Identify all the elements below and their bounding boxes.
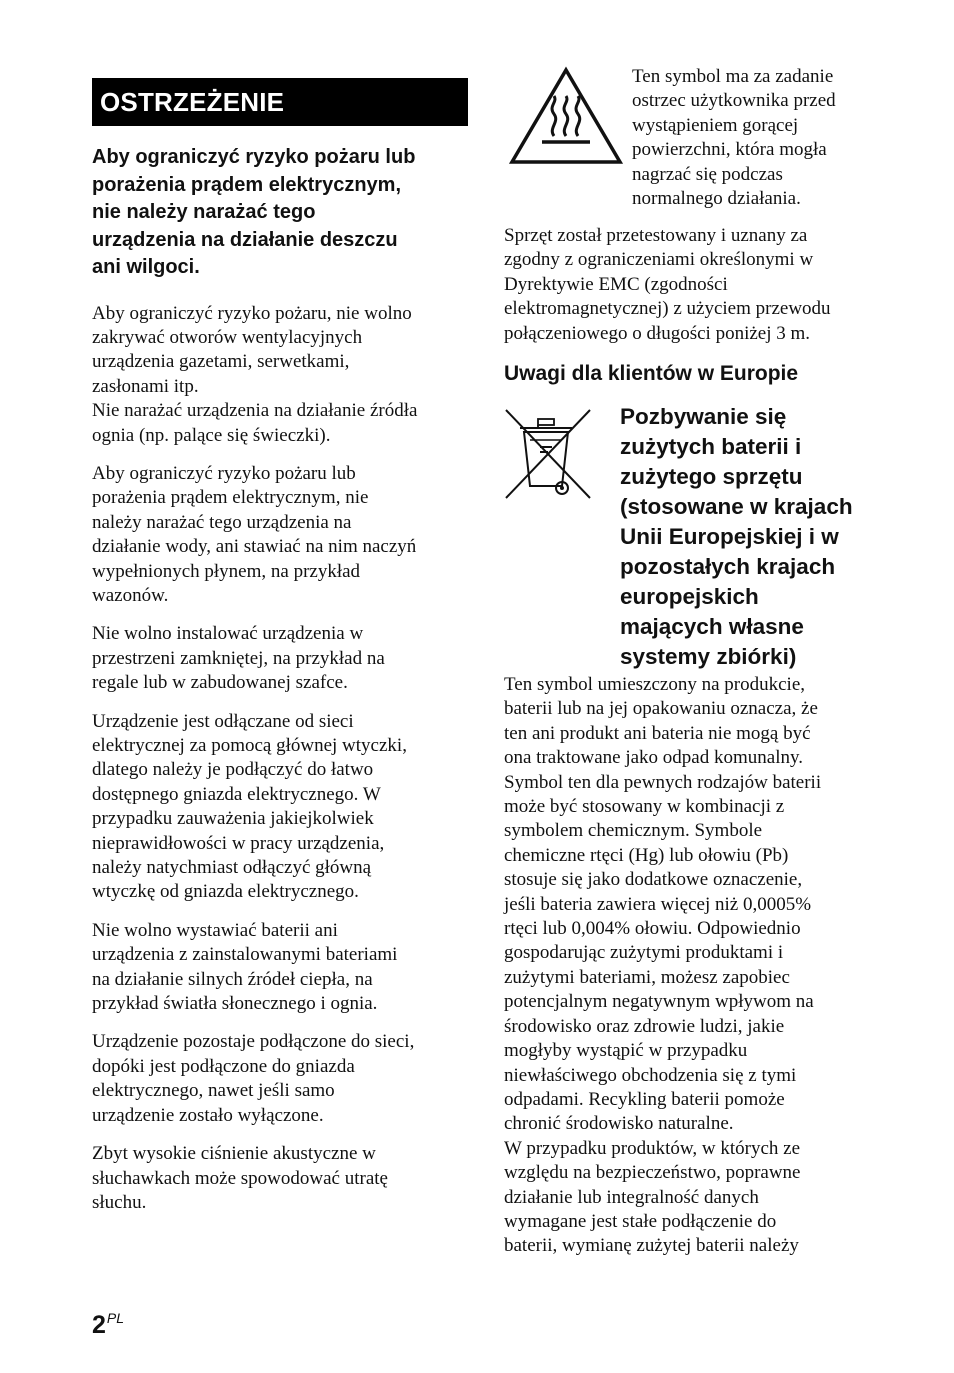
emc-text-line: Dyrektywie EMC (zgodności — [504, 273, 728, 295]
paragraph-line: elektrycznej za pomocą głównej wtyczki, — [92, 735, 407, 756]
disposal-title-line: europejskich — [620, 584, 759, 609]
hot-surface-text-line: normalnego działania. — [632, 188, 801, 210]
warning-lead-line: porażenia prądem elektrycznym, — [92, 173, 402, 196]
paragraph-line: wypełnionych płynem, na przykład — [92, 560, 361, 582]
warning-lead-line: ani wilgoci. — [92, 256, 200, 278]
warning-paragraph — [92, 710, 468, 905]
paragraph-line: elektrycznego, nawet jeśli samo — [92, 1080, 335, 1102]
hot-surface-text-line: ostrzec użytkownika przed — [632, 90, 836, 112]
paragraph-line: słuchu. — [92, 1191, 147, 1213]
disposal-body-line: może być stosowany w kombinacji z — [504, 796, 785, 818]
paragraph-line: wazonów. — [92, 584, 169, 606]
disposal-body-line: względu na bezpieczeństwo, poprawne — [504, 1162, 801, 1184]
disposal-title-line: mających własne — [620, 614, 804, 639]
disposal-body-line: niewłaściwego obchodzenia się z tymi — [504, 1064, 797, 1086]
page-number — [92, 1310, 124, 1340]
warning-paragraph — [92, 1142, 468, 1215]
paragraph-line: urządzenie zostało wyłączone. — [92, 1104, 324, 1126]
disposal-title-line: zużytego sprzętu — [620, 464, 803, 489]
paragraph-line: nieprawidłowości w pracy urządzenia, — [92, 832, 385, 854]
paragraph-line: na działanie silnych źródeł ciepła, na — [92, 968, 373, 990]
disposal-body-line: baterii lub na jej opakowaniu oznacza, że — [504, 698, 818, 720]
paragraph-line: należy narażać tego urządzenia na — [92, 511, 352, 533]
emc-text-line: Sprzęt został przetestowany i uznany za — [504, 225, 808, 246]
warning-paragraph — [92, 1030, 468, 1128]
disposal-title-line: zużytych baterii i — [620, 434, 802, 459]
warning-lead-line: nie należy narażać tego — [92, 201, 316, 223]
disposal-body-line: wymagane jest stałe podłączenie do — [504, 1210, 777, 1232]
disposal-body-line: ona traktowane jako odpad komunalny. — [504, 747, 803, 769]
paragraph-line: Nie narażać urządzenia na działanie źródła — [92, 400, 418, 422]
paragraph-line: dlatego należy je podłączyć do łatwo — [92, 759, 374, 781]
disposal-body-line: działanie lub integralność danych — [504, 1186, 759, 1208]
disposal-body-line: baterii, wymianę zużytej baterii należy — [504, 1235, 799, 1257]
paragraph-line: Zbyt wysokie ciśnienie akustyczne w — [92, 1143, 376, 1165]
hot-surface-text-line: powierzchni, która mogła — [632, 139, 827, 161]
paragraph-line: porażenia prądem elektrycznym, nie — [92, 487, 369, 509]
right-column — [504, 62, 880, 1257]
paragraph-line: Nie wolno instalować urządzenia w — [92, 623, 364, 645]
disposal-body-line: gospodarując zużytymi produktami i — [504, 942, 784, 964]
disposal-body-line: jeśli bateria zawiera więcej niż 0,0005% — [504, 893, 812, 915]
emc-text-line: zgodny z ograniczeniami określonymi w — [504, 249, 814, 271]
disposal-title-line: (stosowane w krajach — [620, 494, 853, 519]
disposal-title — [620, 402, 853, 672]
warning-lead — [92, 144, 468, 282]
disposal-body-line: środowisko oraz zdrowie ludzi, jakie — [504, 1015, 785, 1037]
disposal-title-line: pozostałych krajach — [620, 554, 836, 579]
paragraph-line: wtyczkę od gniazda elektrycznego. — [92, 881, 359, 903]
paragraph-line: zakrywać otworów wentylacyjnych — [92, 326, 363, 348]
hot-surface-text-line: Ten symbol ma za zadanie — [632, 66, 834, 87]
left-column — [92, 78, 468, 1215]
disposal-body-line: potencjalnym negatywnym wpływom na — [504, 991, 814, 1013]
hot-surface-text-line: nagrzać się podczas — [632, 163, 783, 185]
disposal-body-line: odpadami. Recykling baterii pomoże — [504, 1088, 785, 1110]
emc-text-line: elektromagnetycznej) z użyciem przewodu — [504, 298, 831, 320]
paragraph-line: przypadku zauważenia jakiejkolwiek — [92, 808, 374, 830]
paragraph-line: działanie wody, ani stawiać na nim naczyń — [92, 536, 417, 558]
warning-paragraphs — [92, 302, 468, 1216]
disposal-body-line: W przypadku produktów, w których ze — [504, 1137, 801, 1159]
paragraph-line: Aby ograniczyć ryzyko pożaru lub — [92, 462, 356, 484]
warning-paragraph — [92, 302, 468, 448]
disposal-body-line: chronić środowisko naturalne. — [504, 1113, 734, 1135]
hot-surface-notice — [504, 62, 880, 222]
emc-text-line: połączeniowego o długości poniżej 3 m. — [504, 322, 811, 344]
warning-lead-line: urządzenia na działanie deszczu — [92, 228, 398, 251]
disposal-body-line: symbolem chemicznym. Symbole — [504, 820, 763, 842]
paragraph-line: należy natychmiast odłączyć główną — [92, 857, 372, 879]
page-number-value: 2 — [92, 1311, 106, 1339]
eu-customers-heading: Uwagi dla klientów w Europie — [504, 362, 799, 385]
paragraph-line: przykład światła słonecznego i ognia. — [92, 993, 378, 1015]
paragraph-line: Nie wolno wystawiać baterii ani — [92, 919, 338, 941]
paragraph-line: zasłonami itp. — [92, 375, 199, 397]
warning-lead-line: Aby ograniczyć ryzyko pożaru lub — [92, 146, 416, 168]
disposal-body-line: ten ani produkt ani bateria nie mogą być — [504, 722, 811, 744]
paragraph-line: słuchawkach może spowodować utratę — [92, 1167, 388, 1189]
disposal-body-line: Ten symbol umieszczony na produkcie, — [504, 674, 806, 695]
paragraph-line: urządzenia gazetami, serwetkami, — [92, 351, 350, 373]
crossed-out-wheelie-bin-icon — [504, 406, 594, 502]
disposal-body-line: Symbol ten dla pewnych rodzajów baterii — [504, 771, 822, 793]
warning-paragraph — [92, 462, 468, 608]
paragraph-line: przestrzeni zamkniętej, na przykład na — [92, 647, 385, 669]
paragraph-line: dostępnego gniazda elektrycznego. W — [92, 783, 381, 805]
disposal-title-line: Unii Europejskiej i w — [620, 524, 839, 549]
disposal-body-line: chemiczne rtęci (Hg) lub ołowiu (Pb) — [504, 844, 789, 866]
paragraph-line: Urządzenie pozostaje podłączone do sieci, — [92, 1031, 415, 1053]
paragraph-line: Urządzenie jest odłączane od sieci — [92, 710, 354, 732]
warning-paragraph — [92, 919, 468, 1017]
paragraph-line: ognia (np. palące się świeczki). — [92, 424, 331, 446]
emc-compliance-text — [504, 224, 831, 346]
disposal-body-line: rtęci lub 0,004% ołowiu. Odpowiednio — [504, 918, 801, 940]
hot-surface-warning-icon — [508, 66, 624, 166]
warning-paragraph — [92, 622, 468, 695]
paragraph-line: urządzenia z zainstalowanymi bateriami — [92, 944, 398, 966]
warning-banner: OSTRZEŻENIE — [92, 78, 468, 126]
page-language-suffix: PL — [106, 1310, 125, 1326]
paragraph-line: Aby ograniczyć ryzyko pożaru, nie wolno — [92, 302, 412, 324]
disposal-title-line: systemy zbiórki) — [620, 644, 797, 669]
disposal-body-line: zużytymi bateriami, możesz zapobiec — [504, 966, 790, 988]
paragraph-line: dopóki jest podłączone do gniazda — [92, 1055, 355, 1077]
disposal-body-line: stosuje się jako dodatkowe oznaczenie, — [504, 869, 803, 891]
paragraph-line: regale lub w zabudowanej szafce. — [92, 672, 348, 694]
hot-surface-text-line: wystąpieniem gorącej — [632, 114, 799, 136]
disposal-body-line: mogłyby wystąpić w przypadku — [504, 1040, 748, 1062]
disposal-title-line: Pozbywanie się — [620, 404, 787, 429]
disposal-body-text — [504, 673, 821, 1259]
hot-surface-text — [632, 65, 836, 211]
